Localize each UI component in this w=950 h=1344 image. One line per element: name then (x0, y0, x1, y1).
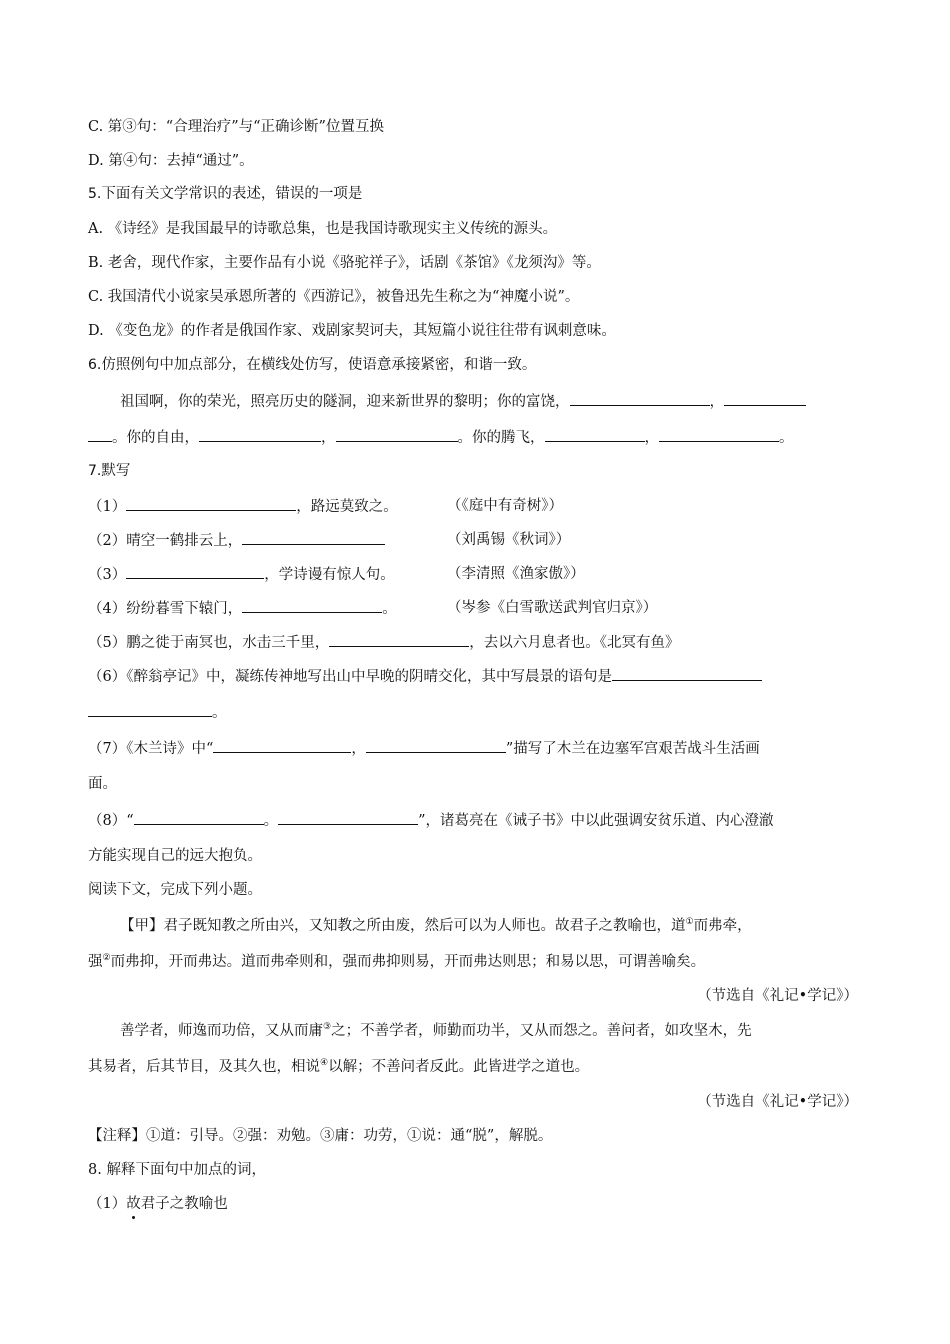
q4-option-c: C. 第③句：“合理治疗”与“正确诊断”位置互换 (88, 119, 384, 135)
q5-stem-text: 下面有关文学常识的表述，错误的一项是 (101, 186, 363, 202)
q5-stem (88, 184, 362, 204)
answer-blank[interactable] (336, 427, 458, 442)
note-mark: ④ (320, 1058, 329, 1069)
q7-stem-text: 默写 (101, 463, 131, 479)
q7-item8-mid: 。 (263, 813, 279, 829)
passage2-line2 (88, 1057, 589, 1077)
q8-item1 (88, 1194, 228, 1214)
q5-option-d: D. 《变色龙》的作者是俄国作家、戏剧家契诃夫，其短篇小说往往带有讽刺意味。 (88, 323, 616, 339)
answer-blank[interactable] (199, 427, 321, 442)
q8-stem: 8. 解释下面句中加点的词， (88, 1162, 266, 1178)
answer-blank[interactable] (134, 810, 264, 825)
answer-blank[interactable] (278, 810, 418, 825)
q6-line1-text: 祖国啊，你的荣光，照亮历史的隧洞，迎来新世界的黎明；你的富饶， (120, 394, 570, 410)
q7-item1-text: ，路远莫致之。 (296, 499, 398, 515)
q6-line2b-text: 。你的腾飞， (457, 430, 545, 446)
p2-line2-end: 以解；不善问者反此。此皆进学之道也。 (328, 1059, 590, 1075)
answer-blank[interactable] (659, 427, 779, 442)
q8-item1-label: （1） (88, 1196, 127, 1212)
jia-line1-text: 【甲】君子既知教之所由兴，又知教之所由废，然后可以为人师也。故君子之教喻也，道 (120, 918, 686, 934)
q6-line2a-text: 。你的自由， (112, 430, 199, 446)
q7-item7 (88, 738, 760, 759)
p2-line1-text: 善学者，师逸而功倍，又从而庸 (120, 1023, 323, 1039)
q7-item1-label: （1） (88, 499, 127, 515)
q7-item3-label: （3） (88, 567, 127, 583)
q6-comma: ， (321, 430, 336, 446)
q7-item2 (88, 530, 385, 551)
answer-blank[interactable] (126, 564, 264, 579)
q7-item7-mid: ， (351, 741, 366, 757)
answer-blank[interactable] (242, 598, 382, 613)
answer-blank[interactable] (612, 666, 762, 681)
passage-source-1: （节选自《礼记•学记》） (697, 988, 858, 1004)
dotted-character: 故 (126, 1196, 141, 1212)
passage-source-2: （节选自《礼记•学记》） (697, 1094, 858, 1110)
q7-item1 (88, 496, 398, 517)
answer-blank[interactable] (724, 391, 806, 406)
note-mark: ① (685, 917, 694, 928)
q6-period: 。 (779, 430, 794, 446)
jia-passage-line2 (88, 952, 705, 972)
q7-item8-cont: 方能实现自己的远大抱负。 (88, 848, 262, 864)
answer-blank[interactable] (126, 496, 296, 511)
answer-blank[interactable] (88, 427, 112, 442)
jia-line2-text: 而弗抑，开而弗达。道而弗牵则和，强而弗抑则易，开而弗达则思；和易以思，可谓善喻矣。 (110, 954, 706, 970)
q5-number: 5. (88, 186, 102, 202)
answer-blank[interactable] (545, 427, 645, 442)
q7-item3-text: ，学诗谩有惊人句。 (264, 567, 395, 583)
answer-blank[interactable] (329, 632, 469, 647)
note-mark: ② (102, 953, 111, 964)
q7-item6-text: （6）《醉翁亭记》中，凝练传神地写出山中早晚的阴晴交化，其中写晨景的语句是 (88, 669, 612, 685)
q7-item5-text: （5）鹏之徙于南冥也，水击三千里， (88, 635, 330, 651)
q7-item4-source: （岑参《白雪歌送武判官归京》） (447, 600, 658, 616)
q7-item6-end: 。 (212, 705, 227, 721)
jia-passage-line1 (120, 916, 752, 936)
q5-option-c: C. 我国清代小说家吴承恩所著的《西游记》，被鲁迅先生称之为“神魔小说”。 (88, 289, 580, 305)
q6-comma: ， (644, 430, 659, 446)
q7-item6 (88, 666, 762, 687)
q7-item4 (88, 598, 397, 619)
q5-option-b: B. 老舍，现代作家，主要作品有小说《骆驼祥子》，话剧《茶馆》《龙须沟》等。 (88, 255, 601, 271)
q7-item4-text: （4）纷纷暮雪下辕门， (88, 601, 243, 617)
q7-item4-end: 。 (382, 601, 397, 617)
answer-blank[interactable] (570, 391, 710, 406)
q7-item3 (88, 564, 395, 585)
q7-item7-text: （7）《木兰诗》中“ (88, 741, 214, 757)
note-mark: ③ (323, 1022, 332, 1033)
q5-option-a: A. 《诗经》是我国最早的诗歌总集，也是我国诗歌现实主义传统的源头。 (88, 221, 558, 237)
answer-blank[interactable] (213, 738, 351, 753)
q6-number: 6. (88, 357, 102, 373)
q7-item8 (88, 810, 774, 831)
q7-stem (88, 461, 130, 481)
q7-number: 7. (88, 463, 102, 479)
answer-blank[interactable] (242, 530, 385, 545)
answer-blank[interactable] (88, 702, 212, 717)
q7-item1-source: （《庭中有奇树》） (447, 498, 563, 514)
q7-item6-cont (88, 702, 227, 723)
reading-intro: 阅读下文，完成下列小题。 (88, 882, 262, 898)
q7-item7-end: ”描写了木兰在边塞军宫艰苦战斗生活画 (505, 741, 760, 757)
passage2-line1 (120, 1021, 752, 1041)
q7-item3-source: （李清照《渔家傲》） (447, 566, 585, 582)
q7-item5 (88, 632, 679, 653)
q6-comma: ， (709, 394, 724, 410)
q7-item2-text: （2）晴空一鹤排云上， (88, 533, 243, 549)
q6-stem-text: 仿照例句中加点部分，在横线处仿写，使语意承接紧密，和谐一致。 (101, 357, 537, 373)
q6-stem (88, 355, 536, 375)
q8-item1-text: 君子之教喻也 (140, 1196, 228, 1212)
q7-item5-end: ，去以六月息者也。《北冥有鱼》 (469, 635, 680, 651)
jia-line1-end: 而弗牵， (693, 918, 752, 934)
annotation-note: 【注释】①道：引导。②强：劝勉。③庸：功劳，①说：通“脱”，解脱。 (88, 1128, 553, 1144)
p2-line2-text: 其易者，后其节目，及其久也，相说 (88, 1059, 320, 1075)
q4-option-d: D. 第④句：去掉“通过”。 (88, 153, 254, 169)
q6-line2 (88, 427, 794, 448)
q7-item2-source: （刘禹锡《秋词》） (447, 532, 571, 548)
q6-line1 (120, 391, 806, 412)
answer-blank[interactable] (366, 738, 506, 753)
q7-item8-end: ”，诸葛亮在《诫子书》中以此强调安贫乐道、内心澄澈 (418, 813, 774, 829)
q7-item8-text: （8）“ (88, 813, 134, 829)
p2-line1-end: 之；不善学者，师勤而功半，又从而怨之。善问者，如攻坚木，先 (331, 1023, 752, 1039)
q7-item7-cont: 面。 (88, 776, 117, 792)
jia-line2-start: 强 (88, 954, 103, 970)
